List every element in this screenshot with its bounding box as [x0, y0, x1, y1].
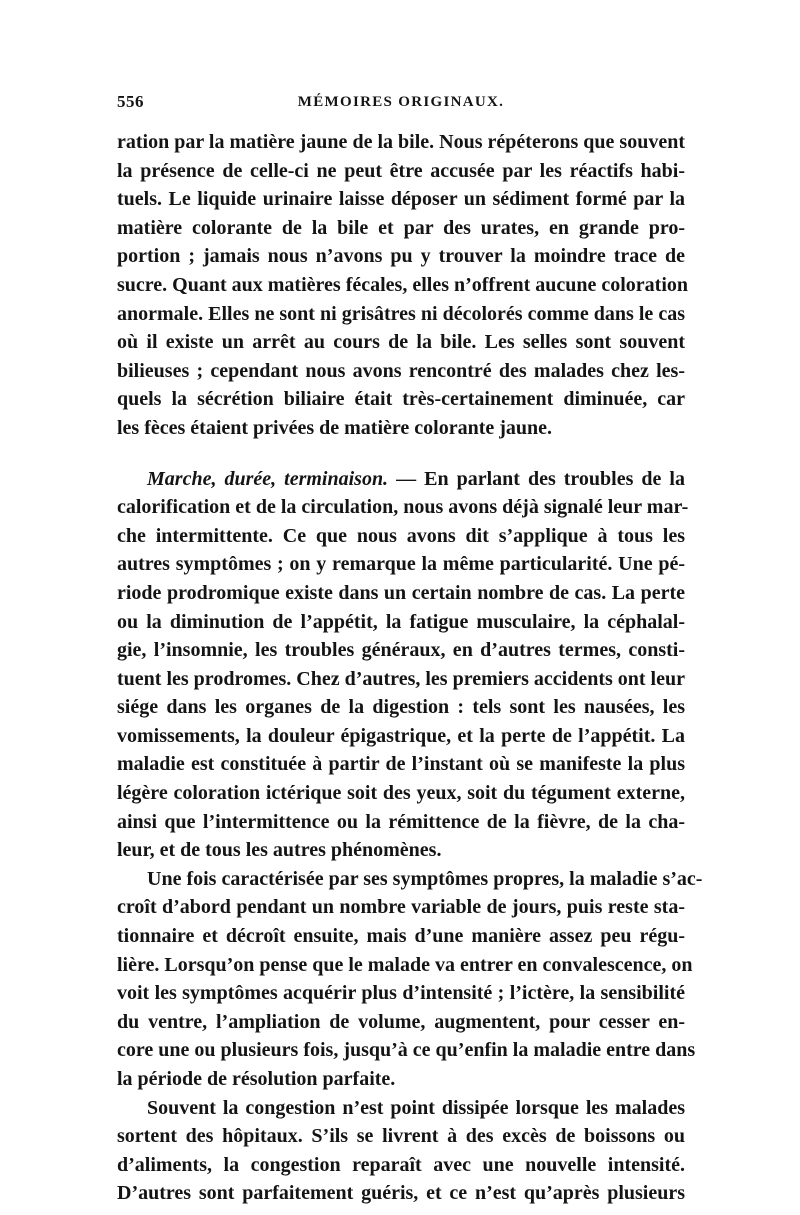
text-line: voit les symptômes acquérir plus d’intensité ; l’ictère, la sensibilité — [117, 982, 685, 1005]
running-title: MÉMOIRES ORIGINAUX. — [297, 94, 505, 110]
text-line: ainsi que l’intermittence ou la rémittence de la fièvre, de la cha- — [117, 810, 685, 833]
heading-continuation: — En parlant des troubles de la — [388, 467, 685, 490]
paragraph-progression — [117, 865, 703, 1094]
text-line: D’autres sont parfaitement guéris, et ce n’est qu’après plusieurs — [117, 1182, 685, 1205]
paragraph-relapse — [117, 1094, 685, 1208]
text-line: croît d’abord pendant un nombre variable de jours, puis reste sta- — [117, 896, 685, 919]
paragraph-urine-description — [117, 128, 689, 443]
text-line: lière. Lorsqu’on pense que le malade va entrer en convalescence, on — [117, 953, 693, 976]
text-line: sucre. Quant aux matières fécales, elles n’offrent aucune coloration — [117, 273, 689, 296]
page-header — [117, 92, 685, 120]
text-line: les fèces étaient privées de matière colorante jaune. — [117, 416, 553, 439]
text-line: tionnaire et décroît ensuite, mais d’une manière assez peu régu- — [117, 925, 685, 948]
text-line: calorification et de la circulation, nous avons déjà signalé leur mar- — [117, 496, 689, 519]
text-line: matière colorante de la bile et par des urates, en grande pro- — [117, 216, 685, 239]
text-line: quels la sécrétion biliaire était très-certainement diminuée, car — [117, 388, 685, 411]
text-line: portion ; jamais nous n’avons pu y trouver la moindre trace de — [117, 245, 685, 268]
body-text — [117, 128, 703, 1208]
text-line: anormale. Elles ne sont ni grisâtres ni décolorés comme dans le cas — [117, 302, 685, 325]
text-line: tuels. Le liquide urinaire laisse déposer un sédiment formé par la — [117, 188, 685, 211]
text-line: la période de résolution parfaite. — [117, 1068, 396, 1090]
text-line: riode prodromique existe dans un certain nombre de cas. La perte — [117, 581, 685, 604]
text-line: du ventre, l’ampliation de volume, augmentent, pour cesser en- — [117, 1010, 685, 1033]
text-line: vomissements, la douleur épigastrique, et la perte de l’appétit. La — [117, 724, 685, 747]
text-line: bilieuses ; cependant nous avons rencontré des malades chez les- — [117, 359, 685, 382]
text-line: la présence de celle-ci ne peut être accusée par les réactifs habi- — [117, 159, 685, 182]
text-line: tuent les prodromes. Chez d’autres, les premiers accidents ont leur — [117, 667, 685, 690]
text-line: leur, et de tous les autres phénomènes. — [117, 839, 442, 862]
text-line: autres symptômes ; on y remarque la même particularité. Une pé- — [117, 553, 685, 576]
text-line: che intermittente. Ce que nous avons dit s’applique à tous les — [117, 524, 685, 547]
text-line: gie, l’insomnie, les troubles généraux, en d’autres termes, consti- — [117, 639, 685, 662]
page-number: 556 — [117, 92, 144, 111]
paragraph-course-of-disease — [117, 465, 689, 865]
text-line: ration par la matière jaune de la bile. Nous répéterons que souvent — [117, 131, 685, 153]
text-line: ou la diminution de l’appétit, la fatigue musculaire, la céphalal- — [117, 610, 685, 633]
text-line: où il existe un arrêt au cours de la bile. Les selles sont souvent — [117, 331, 685, 354]
text-line: maladie est constituée à partir de l’instant où se manifeste la plus — [117, 753, 685, 776]
text-line — [117, 465, 685, 494]
text-line: Une fois caractérisée par ses symptômes propres, la maladie s’ac- — [147, 867, 703, 890]
text-line: d’aliments, la congestion reparaît avec une nouvelle intensité. — [117, 1153, 685, 1176]
text-line: siége dans les organes de la digestion : tels sont les nausées, les — [117, 696, 685, 719]
section-heading: Marche, durée, terminaison. — [147, 467, 389, 490]
text-line: légère coloration ictérique soit des yeux, soit du tégument externe, — [117, 782, 685, 805]
paragraph-spacer — [117, 443, 685, 465]
text-line: Souvent la congestion n’est point dissipée lorsque les malades — [147, 1096, 685, 1119]
text-line: sortent des hôpitaux. S’ils se livrent à des excès de boissons ou — [117, 1125, 685, 1148]
text-line: core une ou plusieurs fois, jusqu’à ce qu’enfin la maladie entre dans — [117, 1039, 696, 1062]
